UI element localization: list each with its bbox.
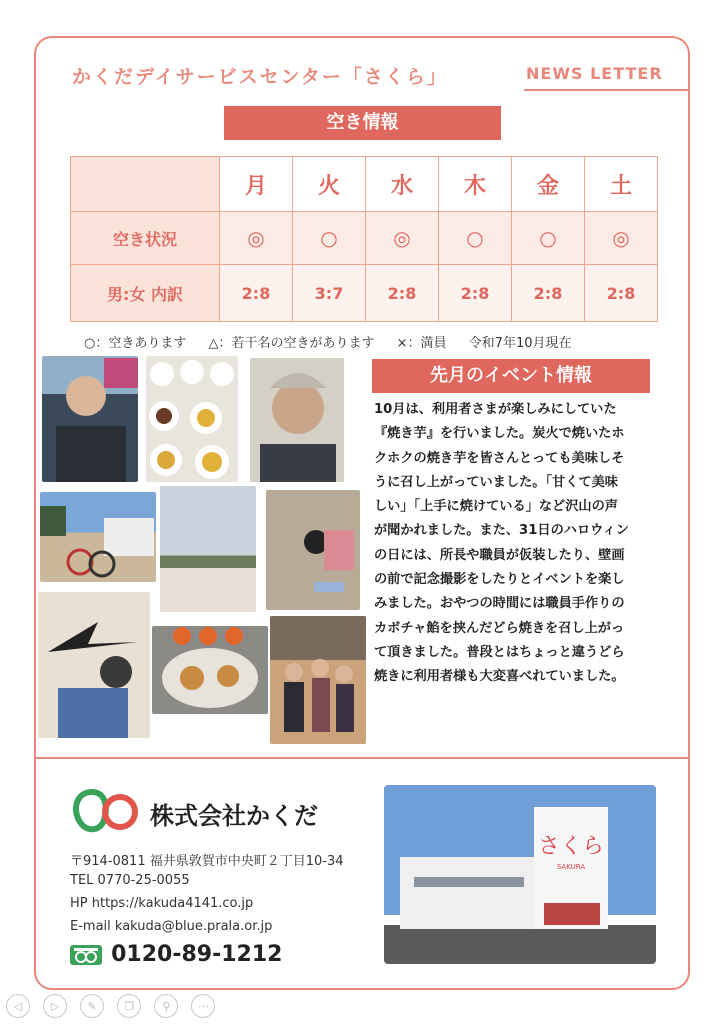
status-cell: ◎ [366, 212, 439, 265]
newsletter-label: NEWS LETTER [526, 64, 663, 83]
event-report [374, 398, 664, 690]
ratio-cell: 2:8 [220, 265, 293, 322]
legend-item: ○：空きあります [84, 336, 187, 351]
sign-subtext: SAKURA [556, 863, 586, 871]
newsletter-rule [524, 89, 690, 91]
more-icon[interactable]: ⋯ [191, 994, 215, 1018]
ratio-cell: 3:7 [293, 265, 366, 322]
sign-text: さくら [537, 834, 605, 859]
event-line: うに召し上がっていました。「甘くて美味 [374, 474, 618, 490]
event-line: みました。おやつの時間には職員手作りの [374, 596, 625, 612]
day-header: 土 [585, 157, 658, 212]
status-cell: ○ [512, 212, 585, 265]
availability-legend [84, 332, 590, 351]
day-header: 火 [293, 157, 366, 212]
status-cell: ◎ [585, 212, 658, 265]
freedial-number[interactable]: 0120-89-1212 [111, 942, 283, 967]
availability-heading: 空き情報 [224, 106, 501, 140]
company-tel: TEL 0770-25-0055 [70, 873, 190, 888]
event-heading: 先月のイベント情報 [372, 359, 650, 393]
event-line: の前で記念撮影をしたりとイベントを楽し [374, 572, 625, 588]
event-line: 10月は、利用者さまが楽しみにしていた [374, 402, 617, 417]
photo-halloween-group [270, 616, 366, 744]
ratio-cell: 2:8 [366, 265, 439, 322]
legend-item: ×：満員 [396, 336, 447, 351]
ratio-cell: 2:8 [439, 265, 512, 322]
day-header: 金 [512, 157, 585, 212]
building-photo [384, 785, 656, 964]
footer-divider [34, 757, 690, 759]
day-header: 木 [439, 157, 512, 212]
event-line: が聞かれました。また、31日のハロウィン [374, 523, 629, 539]
photo-seaside-path [160, 486, 256, 612]
photo-witch-art [38, 592, 150, 738]
status-row-label: 空き状況 [71, 212, 220, 265]
event-line: しい」「上手に焼けている」など沢山の声 [374, 499, 618, 515]
viewer-toolbar [6, 994, 223, 1020]
company-name: 株式会社かくだ [150, 802, 318, 830]
status-cell: ○ [293, 212, 366, 265]
day-header: 月 [220, 157, 293, 212]
event-line: クホクの焼き芋を皆さんとっても美味しそ [374, 450, 625, 466]
event-line: 焼きに利用者様も大変喜べれていました。 [374, 669, 625, 685]
photo-sweets-plates [146, 356, 238, 482]
freedial-icon [70, 945, 102, 965]
next-icon[interactable]: ▷ [43, 994, 67, 1018]
table-corner [71, 157, 220, 212]
ratio-cell: 2:8 [512, 265, 585, 322]
prev-icon[interactable]: ◁ [6, 994, 30, 1018]
zoom-icon[interactable]: ⚲ [154, 994, 178, 1018]
legend-date: 令和7年10月現在 [468, 336, 572, 351]
event-line: の日には、所長や職員が仮装したり、壁画 [374, 547, 625, 563]
copy-icon[interactable]: ❐ [117, 994, 141, 1018]
photo-dorayaki-plate [152, 626, 268, 714]
photo-eating-sweet-potato [42, 356, 138, 482]
photo-elder-eating [250, 358, 344, 482]
freedial-row [70, 942, 282, 967]
page-title: かくだデイサービスセンター「さくら」 [72, 66, 448, 88]
company-logo [70, 786, 140, 836]
legend-item: △：若干名の空きがあります [208, 336, 375, 351]
company-hp[interactable]: HP https://kakuda4141.co.jp [70, 896, 254, 911]
event-line: 『焼き芋』を行いました。炭火で焼いたホ [374, 426, 625, 442]
company-email[interactable]: E-mail kakuda@blue.prala.or.jp [70, 919, 273, 934]
availability-table [70, 156, 658, 322]
status-cell: ◎ [220, 212, 293, 265]
event-line: カボチャ餡を挟んだどら焼きを召し上がっ [374, 620, 625, 636]
ratio-cell: 2:8 [585, 265, 658, 322]
photo-bicycles-beach [40, 492, 156, 582]
ratio-row-label: 男:女 内訳 [71, 265, 220, 322]
day-header: 水 [366, 157, 439, 212]
photo-crouching-ground [266, 490, 360, 610]
event-line: て頂きました。普段とはちょっと違うどら [374, 644, 625, 660]
status-cell: ○ [439, 212, 512, 265]
pen-icon[interactable]: ✎ [80, 994, 104, 1018]
company-address: 〒914-0811 福井県敦賀市中央町２丁目10-34 [70, 854, 344, 869]
